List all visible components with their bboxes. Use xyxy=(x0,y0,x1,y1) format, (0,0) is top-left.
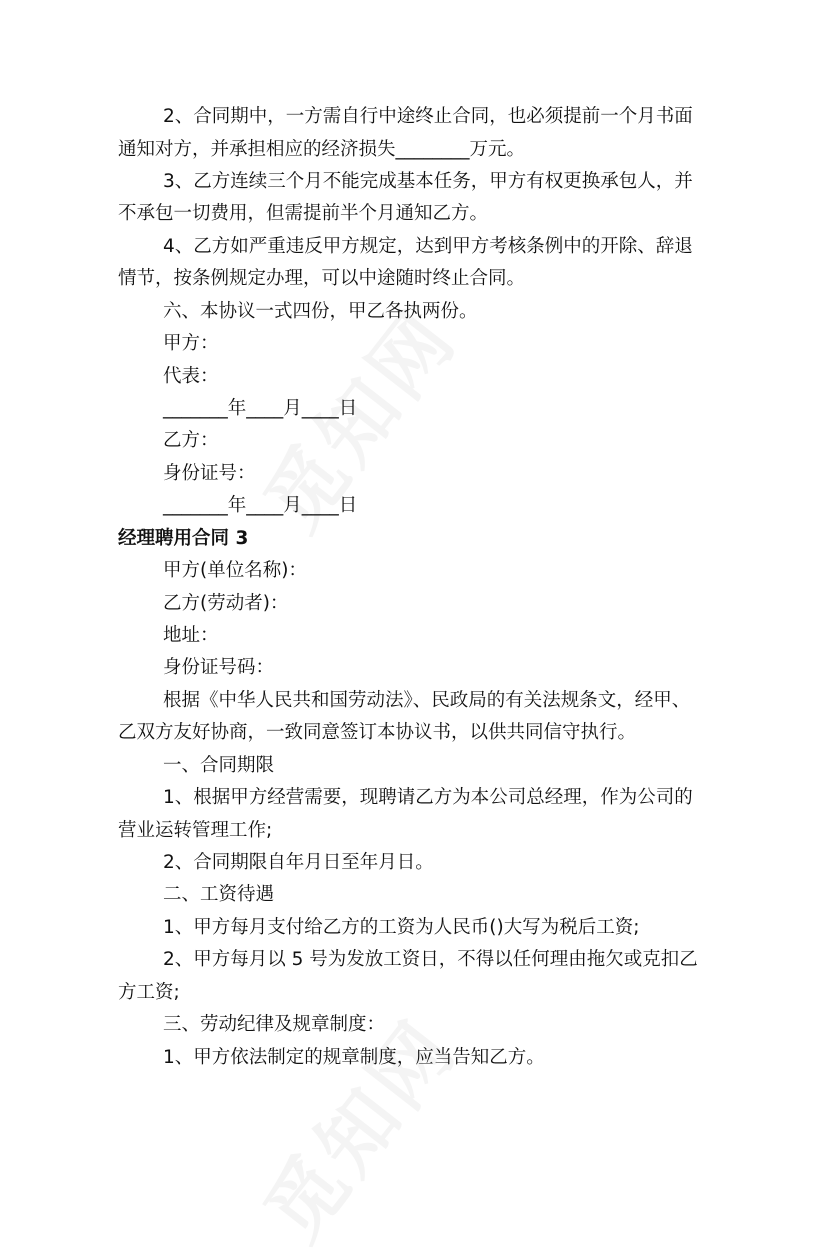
paragraph-line: 1、甲方每月支付给乙方的工资为人民币()大写为税后工资; xyxy=(163,917,640,938)
paragraph-line: 地址： xyxy=(163,625,219,646)
paragraph-line: 方工资; xyxy=(118,982,180,1003)
paragraph-line: 情节，按条例规定办理，可以中途随时终止合同。 xyxy=(118,268,526,289)
signature-label: 乙方： xyxy=(163,430,219,451)
paragraph-line: 3、乙方连续三个月不能完成基本任务，甲方有权更换承包人，并 xyxy=(163,171,693,192)
signature-label: 甲方： xyxy=(163,333,219,354)
paragraph-line: 六、本协议一式四份，甲乙各执两份。 xyxy=(163,301,478,322)
paragraph-line: 甲方(单位名称)： xyxy=(163,560,307,581)
paragraph-line: 根据《中华人民共和国劳动法》、民政局的有关法规条文，经甲、 xyxy=(163,690,691,711)
signature-label: 代表： xyxy=(163,366,219,387)
paragraph-line: 身份证号码： xyxy=(163,657,275,678)
paragraph-line: 1、根据甲方经营需要，现聘请乙方为本公司总经理，作为公司的 xyxy=(163,787,693,808)
date-line: _______年____月____日 xyxy=(163,398,358,419)
paragraph-line: 4、乙方如严重违反甲方规定，达到甲方考核条例中的开除、辞退 xyxy=(163,236,693,257)
paragraph-line: 乙方(劳动者)： xyxy=(163,593,289,614)
section-heading: 经理聘用合同 3 xyxy=(118,528,249,549)
paragraph-line: 1、甲方依法制定的规章制度，应当告知乙方。 xyxy=(163,1047,545,1068)
paragraph-line: 2、甲方每月以 5 号为发放工资日，不得以任何理由拖欠或克扣乙 xyxy=(163,949,698,970)
paragraph-line: 三、劳动纪律及规章制度： xyxy=(163,1014,386,1035)
signature-label: 身份证号： xyxy=(163,463,256,484)
paragraph-line: 通知对方，并承担相应的经济损失________万元。 xyxy=(118,139,526,160)
paragraph-line: 2、合同期中，一方需自行中途终止合同，也必须提前一个月书面 xyxy=(163,106,693,127)
paragraph-line: 2、合同期限自年月日至年月日。 xyxy=(163,852,434,873)
paragraph-line: 营业运转管理工作; xyxy=(118,820,273,841)
date-line: _______年____月____日 xyxy=(163,495,358,516)
paragraph-line: 一、合同期限 xyxy=(163,755,275,776)
paragraph-line: 乙双方友好协商，一致同意签订本协议书，以供共同信守执行。 xyxy=(118,722,637,743)
paragraph-line: 二、工资待遇 xyxy=(163,884,275,905)
paragraph-line: 不承包一切费用，但需提前半个月通知乙方。 xyxy=(118,203,489,224)
